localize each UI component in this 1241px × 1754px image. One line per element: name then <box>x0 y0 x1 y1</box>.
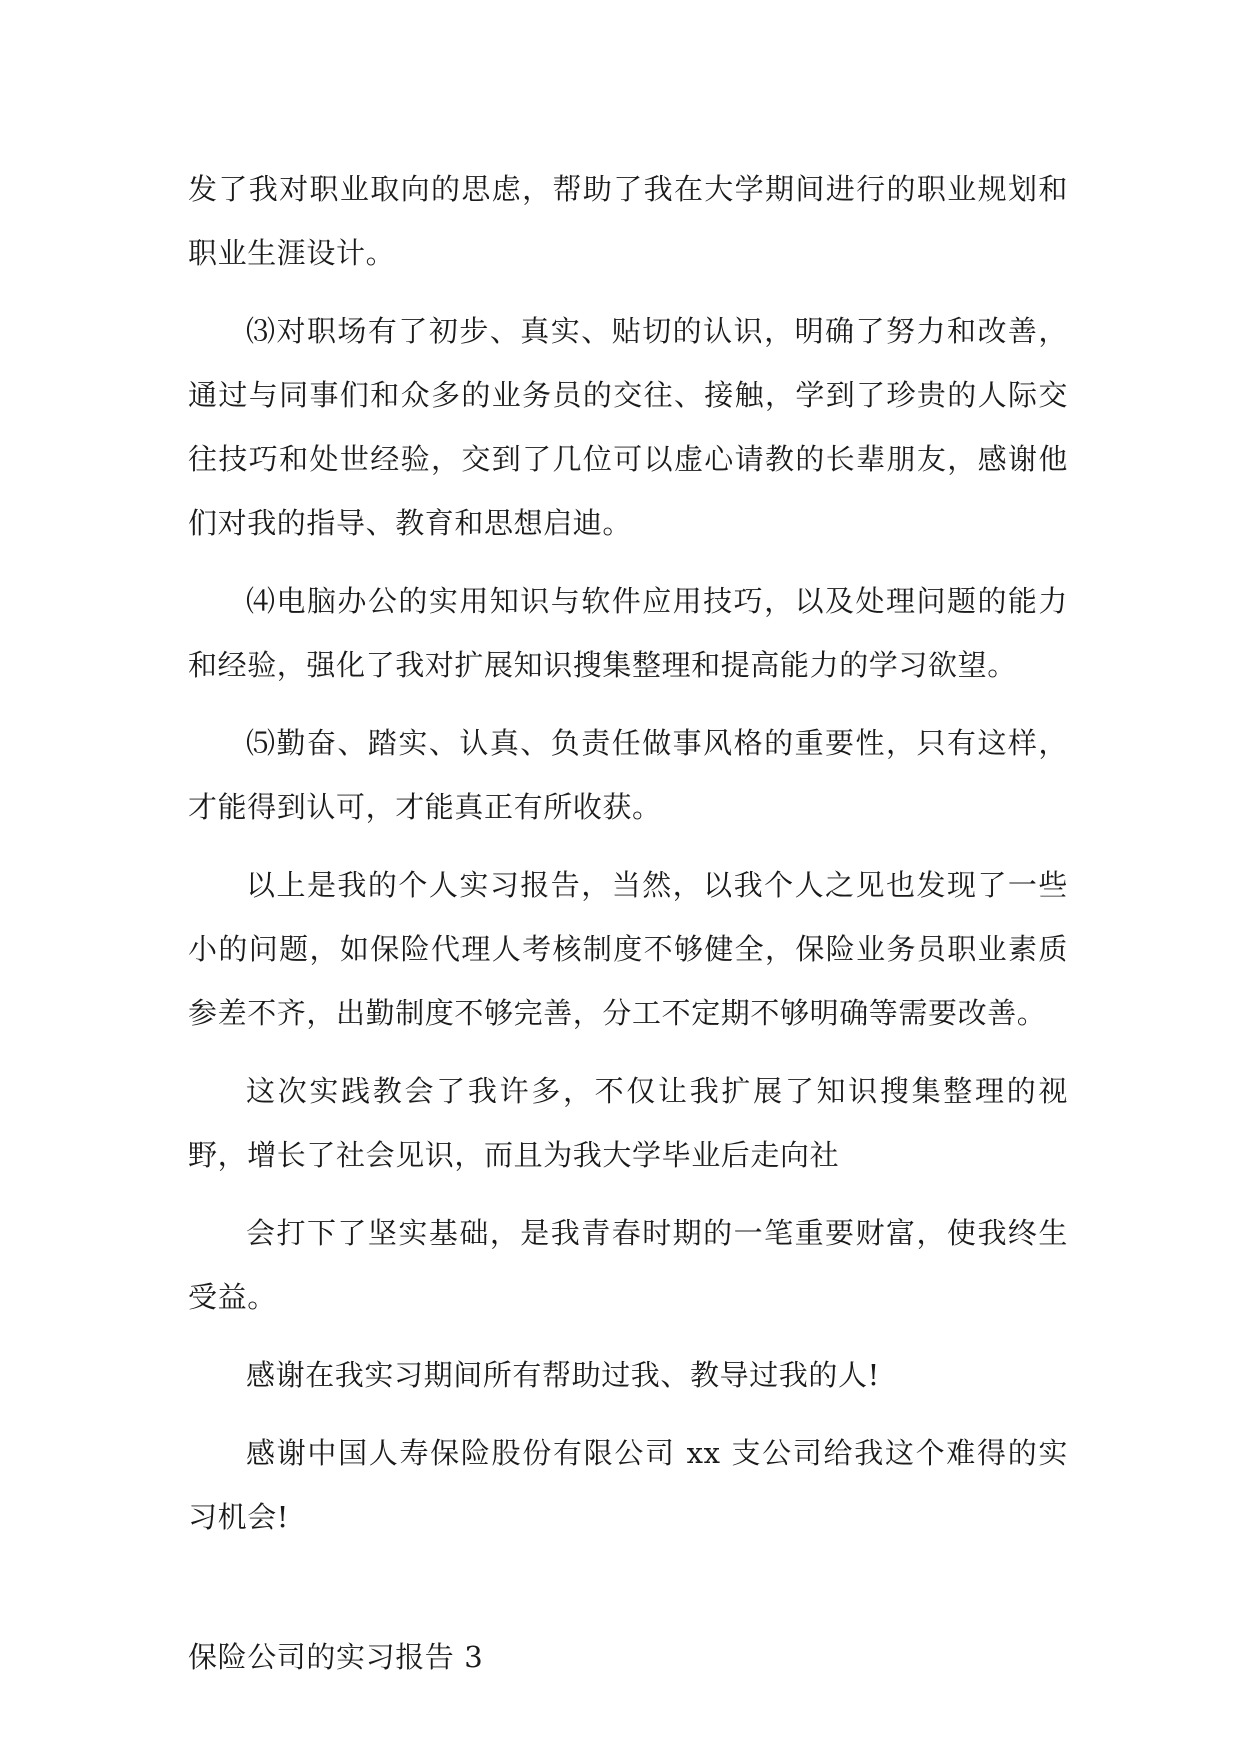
paragraph-practice-part-1: 这次实践教会了我许多，不仅让我扩展了知识搜集整理的视野，增长了社会见识，而且为我大学毕业后走向社 <box>188 1074 1068 1172</box>
paragraph-point-5: ⑸勤奋、踏实、认真、负责任做事风格的重要性，只有这样，才能得到认可，才能真正有所收获。 <box>188 726 1068 824</box>
paragraph-point-3: ⑶对职场有了初步、真实、贴切的认识，明确了努力和改善，通过与同事们和众多的业务员的交往、接触，学到了珍贵的人际交往技巧和处世经验，交到了几位可以虚心请教的长辈朋友，感谢他们对我的指导、教育和思想启迪。 <box>188 314 1068 540</box>
paragraph-summary: 以上是我的个人实习报告，当然，以我个人之见也发现了一些小的问题，如保险代理人考核制度不够健全，保险业务员职业素质参差不齐，出勤制度不够完善，分工不定期不够明确等需要改善。 <box>188 868 1068 1030</box>
document-page <box>188 157 1068 1689</box>
paragraph-thanks-people: 感谢在我实习期间所有帮助过我、教导过我的人! <box>246 1358 880 1392</box>
paragraph-point-4: ⑷电脑办公的实用知识与软件应用技巧，以及处理问题的能力和经验，强化了我对扩展知识搜集整理和提高能力的学习欲望。 <box>188 584 1068 682</box>
section-heading: 保险公司的实习报告 3 <box>188 1640 484 1674</box>
paragraph-practice-part-2: 会打下了坚实基础，是我青春时期的一笔重要财富，使我终生受益。 <box>188 1216 1068 1314</box>
paragraph-thanks-company: 感谢中国人寿保险股份有限公司 xx 支公司给我这个难得的实习机会! <box>188 1436 1068 1534</box>
paragraph-career-planning: 发了我对职业取向的思虑，帮助了我在大学期间进行的职业规划和职业生涯设计。 <box>188 172 1068 270</box>
